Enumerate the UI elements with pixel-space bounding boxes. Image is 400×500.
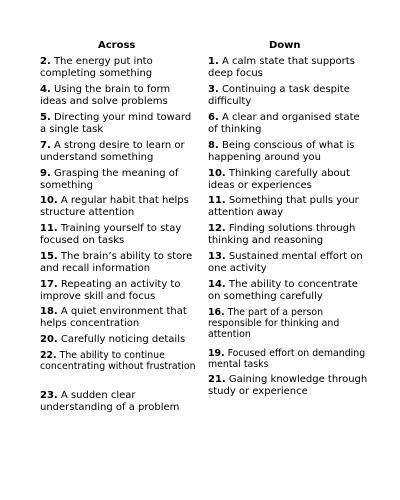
across-clue <box>40 223 198 247</box>
clue-number: 8. <box>208 140 219 151</box>
down-clue <box>208 307 368 340</box>
clue-text: Grasping the meaning of something <box>40 168 179 191</box>
across-clue <box>40 168 198 192</box>
down-clue <box>208 348 368 370</box>
down-clue <box>208 140 368 164</box>
clue-text: Something that pulls your attention away <box>208 195 359 218</box>
clue-text: Focused effort on demanding mental tasks <box>208 348 366 370</box>
clue-number: 7. <box>40 140 51 151</box>
clue-number: 2. <box>40 56 51 67</box>
across-clue <box>40 350 198 372</box>
clue-text: Carefully noticing details <box>60 334 186 345</box>
down-clue <box>208 195 368 219</box>
across-clue <box>40 279 198 303</box>
clue-number: 21. <box>208 374 226 385</box>
clue-text: Gaining knowledge through study or experience <box>208 374 368 397</box>
clue-text: A regular habit that helps structure attention <box>40 195 189 218</box>
down-clue <box>208 374 368 398</box>
clue-number: 23. <box>40 390 58 401</box>
down-clue <box>208 56 368 80</box>
down-clue <box>208 168 368 192</box>
clue-text: The ability to continue concentrating without frustration <box>40 350 196 372</box>
clue-number: 10. <box>40 195 58 206</box>
clue-text: The brain’s ability to store and recall information <box>40 251 193 274</box>
down-clue <box>208 251 368 275</box>
clue-number: 1. <box>208 56 219 67</box>
clue-text: Sustained mental effort on one activity <box>208 251 363 274</box>
across-clue <box>40 334 198 346</box>
clue-number: 9. <box>40 168 51 179</box>
clue-text: A quiet environment that helps concentration <box>40 306 187 329</box>
clue-text: A clear and organised state of thinking <box>208 112 360 135</box>
clue-number: 22. <box>40 350 57 361</box>
clue-text: Repeating an activity to improve skill and focus <box>40 279 181 302</box>
clue-number: 4. <box>40 84 51 95</box>
clue-text: Being conscious of what is happening around you <box>208 140 355 163</box>
down-heading: Down <box>269 40 301 51</box>
clue-number: 19. <box>208 348 225 359</box>
down-clue <box>208 112 368 136</box>
clue-text: The ability to concentrate on something carefully <box>208 279 358 302</box>
across-clue <box>40 390 198 414</box>
clue-number: 5. <box>40 112 51 123</box>
across-clue <box>40 56 198 80</box>
clue-number: 17. <box>40 279 58 290</box>
clue-text: Thinking carefully about ideas or experiences <box>208 168 350 191</box>
clue-text: The part of a person responsible for thinking and attention <box>208 307 340 340</box>
clue-number: 18. <box>40 306 58 317</box>
clue-number: 20. <box>40 334 58 345</box>
across-clue <box>40 84 198 108</box>
down-clue <box>208 84 368 108</box>
across-clue <box>40 112 198 136</box>
clue-text: Continuing a task despite difficulty <box>208 84 350 107</box>
across-clue <box>40 195 198 219</box>
clue-number: 15. <box>40 251 58 262</box>
clue-number: 13. <box>208 251 226 262</box>
clue-text: A calm state that supports deep focus <box>208 56 355 79</box>
clue-number: 3. <box>208 84 219 95</box>
down-clue <box>208 279 368 303</box>
clue-number: 11. <box>208 195 226 206</box>
clue-text: Using the brain to form ideas and solve problems <box>40 84 171 107</box>
clue-number: 12. <box>208 223 226 234</box>
clue-text: Training yourself to stay focused on tasks <box>40 223 182 246</box>
clue-number: 16. <box>208 307 225 318</box>
clue-text: Directing your mind toward a single task <box>40 112 192 135</box>
across-clue <box>40 140 198 164</box>
across-clue <box>40 251 198 275</box>
clue-number: 11. <box>40 223 58 234</box>
clue-number: 14. <box>208 279 226 290</box>
clue-text: Finding solutions through thinking and reasoning <box>208 223 356 246</box>
clue-number: 6. <box>208 112 219 123</box>
clue-text: A strong desire to learn or understand something <box>40 140 185 163</box>
down-clue <box>208 223 368 247</box>
clue-number: 10. <box>208 168 226 179</box>
across-clue <box>40 306 198 330</box>
clue-text: A sudden clear understanding of a problem <box>40 390 180 413</box>
clue-text: The energy put into completing something <box>40 56 153 79</box>
across-heading: Across <box>98 40 136 51</box>
